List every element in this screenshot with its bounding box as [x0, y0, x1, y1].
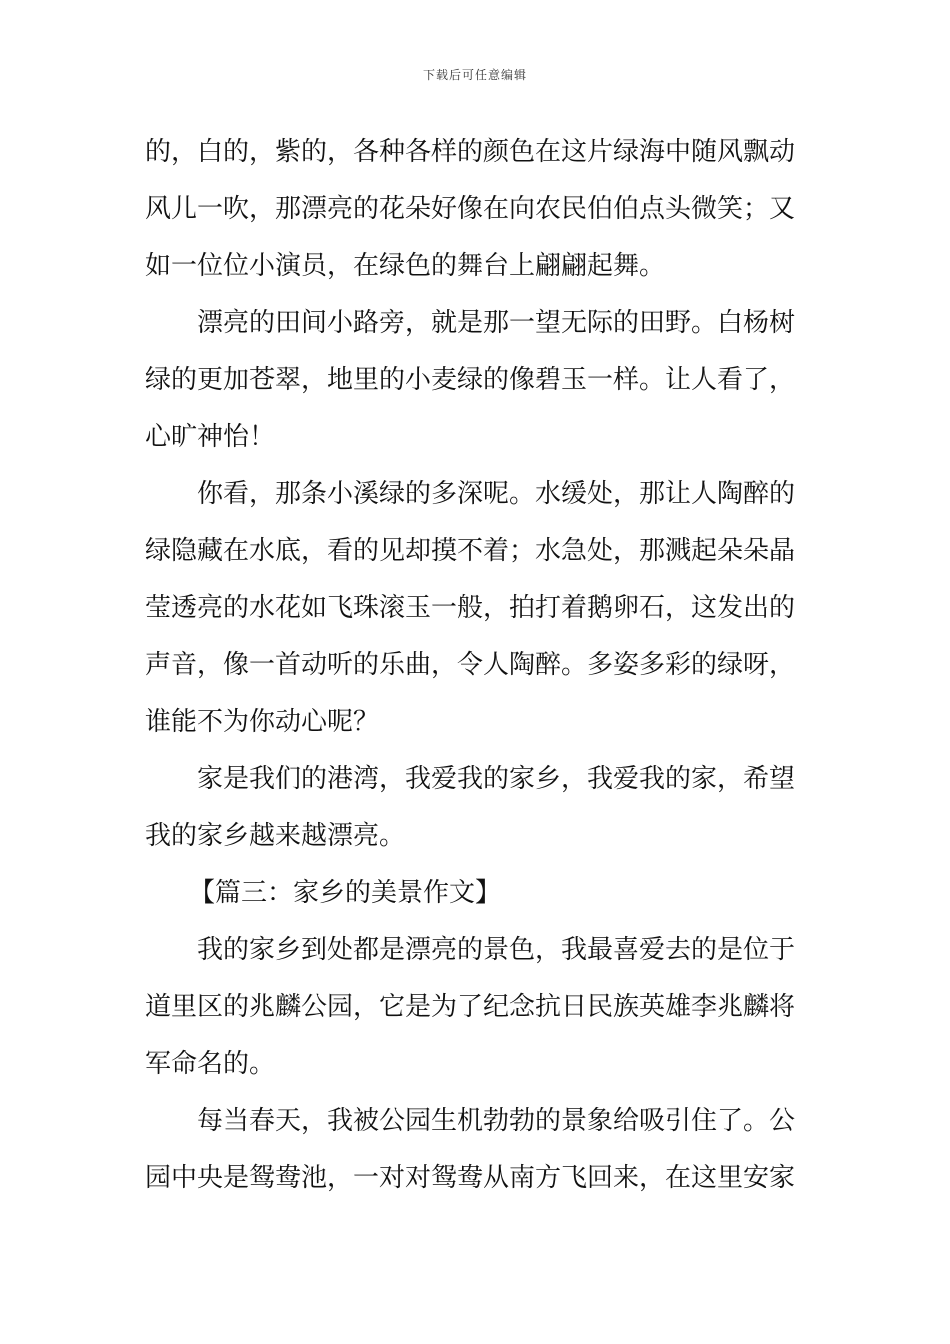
text-line: 风儿一吹，那漂亮的花朵好像在向农民伯伯点头微笑；又	[145, 194, 796, 224]
text-line: 我的家乡越来越漂亮。	[145, 821, 406, 851]
text-line: 绿的更加苍翠，地里的小麦绿的像碧玉一样。让人看了，	[145, 365, 796, 395]
paragraph-start: 你看，那条小溪绿的多深呢。水缓处，那让人陶醉的	[197, 479, 796, 509]
text-line: 的，白的，紫的，各种各样的颜色在这片绿海中随风飘动	[145, 137, 796, 167]
paragraph-start: 漂亮的田间小路旁，就是那一望无际的田野。白杨树	[197, 308, 796, 338]
paragraph-start: 家是我们的港湾，我爱我的家乡，我爱我的家，希望	[197, 764, 796, 794]
header-note: 下载后可任意编辑	[422, 68, 527, 82]
text-line: 谁能不为你动心呢？	[145, 707, 380, 737]
body-text	[145, 124, 810, 1207]
text-line: 心旷神怡！	[145, 422, 276, 452]
text-line: 绿隐藏在水底，看的见却摸不着；水急处，那溅起朵朵晶	[145, 536, 796, 566]
paragraph-start: 每当春天，我被公园生机勃勃的景象给吸引住了。公	[197, 1106, 796, 1136]
text-line: 道里区的兆麟公园，它是为了纪念抗日民族英雄李兆麟将	[145, 992, 796, 1022]
text-line: 如一位位小演员，在绿色的舞台上翩翩起舞。	[145, 251, 666, 281]
text-line: 声音，像一首动听的乐曲，令人陶醉。多姿多彩的绿呀，	[145, 650, 796, 680]
section-heading: 【篇三：家乡的美景作文】	[189, 878, 502, 908]
text-line: 园中央是鸳鸯池，一对对鸳鸯从南方飞回来，在这里安家	[145, 1163, 796, 1193]
text-line: 莹透亮的水花如飞珠滚玉一般，拍打着鹅卵石，这发出的	[145, 593, 796, 623]
paragraph-start: 我的家乡到处都是漂亮的景色，我最喜爱去的是位于	[197, 935, 796, 965]
text-line: 军命名的。	[145, 1049, 276, 1079]
